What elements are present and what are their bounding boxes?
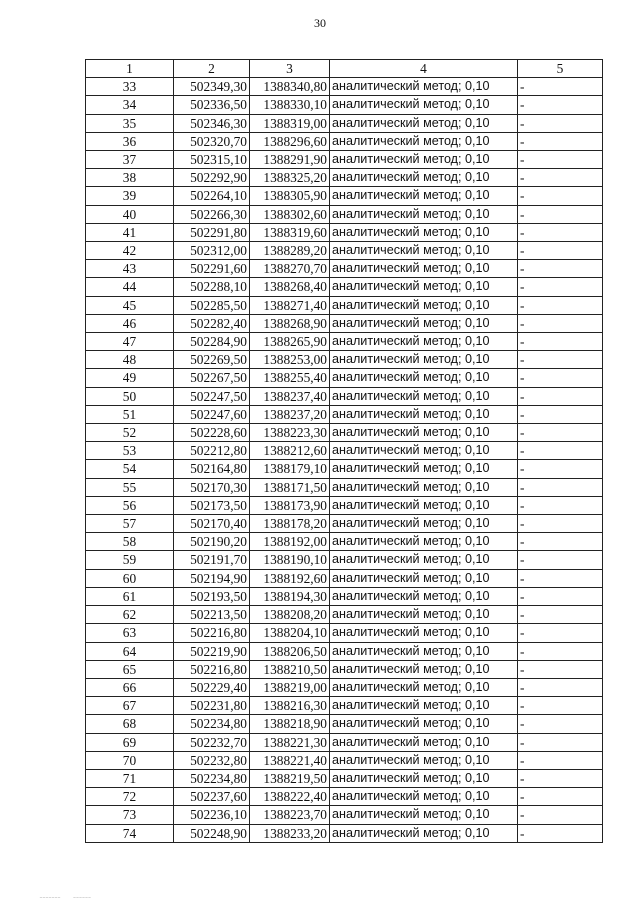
method-cell: аналитический метод; 0,10 <box>330 278 518 296</box>
note-cell: - <box>518 642 603 660</box>
point-number-cell: 39 <box>86 187 174 205</box>
y-coordinate-cell: 1388289,20 <box>250 242 330 260</box>
table-row <box>86 806 603 824</box>
point-number-cell: 42 <box>86 242 174 260</box>
method-cell: аналитический метод; 0,10 <box>330 587 518 605</box>
x-coordinate-cell: 502170,30 <box>174 478 250 496</box>
footer-scan-marks: ‾‾‾‾‾‾‾ ‾‾‾‾‾‾ <box>40 898 92 904</box>
note-cell: - <box>518 78 603 96</box>
method-cell: аналитический метод; 0,10 <box>330 824 518 842</box>
y-coordinate-cell: 1388179,10 <box>250 460 330 478</box>
y-coordinate-cell: 1388221,30 <box>250 733 330 751</box>
point-number-cell: 70 <box>86 751 174 769</box>
table-row <box>86 697 603 715</box>
note-cell: - <box>518 751 603 769</box>
table-row <box>86 606 603 624</box>
table-row <box>86 314 603 332</box>
x-coordinate-cell: 502291,60 <box>174 260 250 278</box>
point-number-cell: 33 <box>86 78 174 96</box>
method-cell: аналитический метод; 0,10 <box>330 242 518 260</box>
x-coordinate-cell: 502315,10 <box>174 151 250 169</box>
table-row <box>86 533 603 551</box>
note-cell: - <box>518 387 603 405</box>
x-coordinate-cell: 502247,50 <box>174 387 250 405</box>
note-cell: - <box>518 515 603 533</box>
point-number-cell: 46 <box>86 314 174 332</box>
y-coordinate-cell: 1388253,00 <box>250 351 330 369</box>
x-coordinate-cell: 502234,80 <box>174 769 250 787</box>
table-row <box>86 587 603 605</box>
point-number-cell: 61 <box>86 587 174 605</box>
table-row <box>86 169 603 187</box>
x-coordinate-cell: 502164,80 <box>174 460 250 478</box>
method-cell: аналитический метод; 0,10 <box>330 697 518 715</box>
note-cell: - <box>518 551 603 569</box>
x-coordinate-cell: 502232,80 <box>174 751 250 769</box>
x-coordinate-cell: 502248,90 <box>174 824 250 842</box>
y-coordinate-cell: 1388204,10 <box>250 624 330 642</box>
method-cell: аналитический метод; 0,10 <box>330 769 518 787</box>
y-coordinate-cell: 1388233,20 <box>250 824 330 842</box>
x-coordinate-cell: 502212,80 <box>174 442 250 460</box>
method-cell: аналитический метод; 0,10 <box>330 496 518 514</box>
x-coordinate-cell: 502216,80 <box>174 660 250 678</box>
point-number-cell: 63 <box>86 624 174 642</box>
note-cell: - <box>518 624 603 642</box>
table-body <box>86 78 603 843</box>
table-row <box>86 460 603 478</box>
y-coordinate-cell: 1388216,30 <box>250 697 330 715</box>
note-cell: - <box>518 187 603 205</box>
note-cell: - <box>518 806 603 824</box>
note-cell: - <box>518 587 603 605</box>
y-coordinate-cell: 1388190,10 <box>250 551 330 569</box>
method-cell: аналитический метод; 0,10 <box>330 424 518 442</box>
column-header-5: 5 <box>518 60 603 78</box>
table-row <box>86 769 603 787</box>
point-number-cell: 47 <box>86 333 174 351</box>
table-row <box>86 642 603 660</box>
x-coordinate-cell: 502267,50 <box>174 369 250 387</box>
note-cell: - <box>518 769 603 787</box>
table-row <box>86 733 603 751</box>
note-cell: - <box>518 496 603 514</box>
y-coordinate-cell: 1388268,40 <box>250 278 330 296</box>
note-cell: - <box>518 132 603 150</box>
method-cell: аналитический метод; 0,10 <box>330 187 518 205</box>
method-cell: аналитический метод; 0,10 <box>330 387 518 405</box>
table-row <box>86 78 603 96</box>
table-row <box>86 260 603 278</box>
x-coordinate-cell: 502193,50 <box>174 587 250 605</box>
note-cell: - <box>518 442 603 460</box>
note-cell: - <box>518 96 603 114</box>
x-coordinate-cell: 502194,90 <box>174 569 250 587</box>
y-coordinate-cell: 1388319,00 <box>250 114 330 132</box>
x-coordinate-cell: 502232,70 <box>174 733 250 751</box>
x-coordinate-cell: 502216,80 <box>174 624 250 642</box>
table-row <box>86 333 603 351</box>
note-cell: - <box>518 114 603 132</box>
table-row <box>86 405 603 423</box>
point-number-cell: 65 <box>86 660 174 678</box>
table-row <box>86 96 603 114</box>
method-cell: аналитический метод; 0,10 <box>330 460 518 478</box>
page-number: 30 <box>314 16 326 30</box>
x-coordinate-cell: 502231,80 <box>174 697 250 715</box>
method-cell: аналитический метод; 0,10 <box>330 551 518 569</box>
x-coordinate-cell: 502191,70 <box>174 551 250 569</box>
x-coordinate-cell: 502285,50 <box>174 296 250 314</box>
y-coordinate-cell: 1388212,60 <box>250 442 330 460</box>
method-cell: аналитический метод; 0,10 <box>330 606 518 624</box>
x-coordinate-cell: 502219,90 <box>174 642 250 660</box>
y-coordinate-cell: 1388340,80 <box>250 78 330 96</box>
point-number-cell: 43 <box>86 260 174 278</box>
note-cell: - <box>518 405 603 423</box>
table-row <box>86 515 603 533</box>
table-row <box>86 296 603 314</box>
y-coordinate-cell: 1388291,90 <box>250 151 330 169</box>
method-cell: аналитический метод; 0,10 <box>330 515 518 533</box>
method-cell: аналитический метод; 0,10 <box>330 132 518 150</box>
method-cell: аналитический метод; 0,10 <box>330 788 518 806</box>
table-row <box>86 660 603 678</box>
method-cell: аналитический метод; 0,10 <box>330 715 518 733</box>
method-cell: аналитический метод; 0,10 <box>330 751 518 769</box>
method-cell: аналитический метод; 0,10 <box>330 806 518 824</box>
note-cell: - <box>518 824 603 842</box>
point-number-cell: 52 <box>86 424 174 442</box>
table-row <box>86 278 603 296</box>
column-header-4: 4 <box>330 60 518 78</box>
x-coordinate-cell: 502237,60 <box>174 788 250 806</box>
method-cell: аналитический метод; 0,10 <box>330 569 518 587</box>
note-cell: - <box>518 151 603 169</box>
table-row <box>86 569 603 587</box>
table-row <box>86 132 603 150</box>
table-row <box>86 551 603 569</box>
method-cell: аналитический метод; 0,10 <box>330 223 518 241</box>
table-header-row <box>86 60 603 78</box>
note-cell: - <box>518 242 603 260</box>
note-cell: - <box>518 205 603 223</box>
table-row <box>86 187 603 205</box>
y-coordinate-cell: 1388210,50 <box>250 660 330 678</box>
method-cell: аналитический метод; 0,10 <box>330 533 518 551</box>
x-coordinate-cell: 502247,60 <box>174 405 250 423</box>
y-coordinate-cell: 1388265,90 <box>250 333 330 351</box>
x-coordinate-cell: 502312,00 <box>174 242 250 260</box>
point-number-cell: 62 <box>86 606 174 624</box>
point-number-cell: 56 <box>86 496 174 514</box>
method-cell: аналитический метод; 0,10 <box>330 169 518 187</box>
column-header-3: 3 <box>250 60 330 78</box>
column-header-2: 2 <box>174 60 250 78</box>
note-cell: - <box>518 678 603 696</box>
y-coordinate-cell: 1388330,10 <box>250 96 330 114</box>
method-cell: аналитический метод; 0,10 <box>330 369 518 387</box>
point-number-cell: 60 <box>86 569 174 587</box>
note-cell: - <box>518 223 603 241</box>
point-number-cell: 74 <box>86 824 174 842</box>
coordinates-table <box>85 59 603 843</box>
point-number-cell: 45 <box>86 296 174 314</box>
x-coordinate-cell: 502173,50 <box>174 496 250 514</box>
point-number-cell: 69 <box>86 733 174 751</box>
table-row <box>86 424 603 442</box>
x-coordinate-cell: 502190,20 <box>174 533 250 551</box>
table-row <box>86 205 603 223</box>
table-row <box>86 751 603 769</box>
column-header-1: 1 <box>86 60 174 78</box>
table-row <box>86 478 603 496</box>
table-row <box>86 824 603 842</box>
method-cell: аналитический метод; 0,10 <box>330 678 518 696</box>
note-cell: - <box>518 533 603 551</box>
y-coordinate-cell: 1388173,90 <box>250 496 330 514</box>
x-coordinate-cell: 502236,10 <box>174 806 250 824</box>
point-number-cell: 58 <box>86 533 174 551</box>
table-row <box>86 151 603 169</box>
method-cell: аналитический метод; 0,10 <box>330 642 518 660</box>
note-cell: - <box>518 697 603 715</box>
table-row <box>86 715 603 733</box>
table-row <box>86 114 603 132</box>
y-coordinate-cell: 1388237,40 <box>250 387 330 405</box>
x-coordinate-cell: 502264,10 <box>174 187 250 205</box>
table-row <box>86 496 603 514</box>
x-coordinate-cell: 502228,60 <box>174 424 250 442</box>
method-cell: аналитический метод; 0,10 <box>330 333 518 351</box>
y-coordinate-cell: 1388221,40 <box>250 751 330 769</box>
method-cell: аналитический метод; 0,10 <box>330 96 518 114</box>
table-row <box>86 369 603 387</box>
method-cell: аналитический метод; 0,10 <box>330 260 518 278</box>
y-coordinate-cell: 1388271,40 <box>250 296 330 314</box>
note-cell: - <box>518 296 603 314</box>
note-cell: - <box>518 478 603 496</box>
x-coordinate-cell: 502282,40 <box>174 314 250 332</box>
point-number-cell: 71 <box>86 769 174 787</box>
note-cell: - <box>518 460 603 478</box>
y-coordinate-cell: 1388192,00 <box>250 533 330 551</box>
table-row <box>86 387 603 405</box>
point-number-cell: 50 <box>86 387 174 405</box>
point-number-cell: 44 <box>86 278 174 296</box>
note-cell: - <box>518 169 603 187</box>
point-number-cell: 68 <box>86 715 174 733</box>
y-coordinate-cell: 1388268,90 <box>250 314 330 332</box>
note-cell: - <box>518 606 603 624</box>
method-cell: аналитический метод; 0,10 <box>330 205 518 223</box>
x-coordinate-cell: 502269,50 <box>174 351 250 369</box>
x-coordinate-cell: 502292,90 <box>174 169 250 187</box>
x-coordinate-cell: 502291,80 <box>174 223 250 241</box>
method-cell: аналитический метод; 0,10 <box>330 624 518 642</box>
x-coordinate-cell: 502170,40 <box>174 515 250 533</box>
x-coordinate-cell: 502320,70 <box>174 132 250 150</box>
note-cell: - <box>518 351 603 369</box>
y-coordinate-cell: 1388319,60 <box>250 223 330 241</box>
y-coordinate-cell: 1388219,00 <box>250 678 330 696</box>
point-number-cell: 72 <box>86 788 174 806</box>
point-number-cell: 49 <box>86 369 174 387</box>
method-cell: аналитический метод; 0,10 <box>330 78 518 96</box>
point-number-cell: 53 <box>86 442 174 460</box>
point-number-cell: 67 <box>86 697 174 715</box>
y-coordinate-cell: 1388305,90 <box>250 187 330 205</box>
y-coordinate-cell: 1388218,90 <box>250 715 330 733</box>
table-row <box>86 788 603 806</box>
method-cell: аналитический метод; 0,10 <box>330 478 518 496</box>
note-cell: - <box>518 733 603 751</box>
x-coordinate-cell: 502349,30 <box>174 78 250 96</box>
table-row <box>86 678 603 696</box>
method-cell: аналитический метод; 0,10 <box>330 351 518 369</box>
method-cell: аналитический метод; 0,10 <box>330 151 518 169</box>
y-coordinate-cell: 1388296,60 <box>250 132 330 150</box>
x-coordinate-cell: 502234,80 <box>174 715 250 733</box>
x-coordinate-cell: 502288,10 <box>174 278 250 296</box>
note-cell: - <box>518 278 603 296</box>
note-cell: - <box>518 260 603 278</box>
note-cell: - <box>518 333 603 351</box>
point-number-cell: 34 <box>86 96 174 114</box>
method-cell: аналитический метод; 0,10 <box>330 114 518 132</box>
point-number-cell: 35 <box>86 114 174 132</box>
point-number-cell: 64 <box>86 642 174 660</box>
x-coordinate-cell: 502213,50 <box>174 606 250 624</box>
table-row <box>86 223 603 241</box>
y-coordinate-cell: 1388208,20 <box>250 606 330 624</box>
y-coordinate-cell: 1388206,50 <box>250 642 330 660</box>
y-coordinate-cell: 1388237,20 <box>250 405 330 423</box>
table-row <box>86 242 603 260</box>
y-coordinate-cell: 1388194,30 <box>250 587 330 605</box>
x-coordinate-cell: 502284,90 <box>174 333 250 351</box>
point-number-cell: 37 <box>86 151 174 169</box>
method-cell: аналитический метод; 0,10 <box>330 405 518 423</box>
method-cell: аналитический метод; 0,10 <box>330 296 518 314</box>
note-cell: - <box>518 569 603 587</box>
y-coordinate-cell: 1388171,50 <box>250 478 330 496</box>
point-number-cell: 40 <box>86 205 174 223</box>
x-coordinate-cell: 502229,40 <box>174 678 250 696</box>
note-cell: - <box>518 660 603 678</box>
note-cell: - <box>518 788 603 806</box>
method-cell: аналитический метод; 0,10 <box>330 660 518 678</box>
y-coordinate-cell: 1388302,60 <box>250 205 330 223</box>
y-coordinate-cell: 1388270,70 <box>250 260 330 278</box>
y-coordinate-cell: 1388325,20 <box>250 169 330 187</box>
y-coordinate-cell: 1388222,40 <box>250 788 330 806</box>
y-coordinate-cell: 1388223,30 <box>250 424 330 442</box>
x-coordinate-cell: 502336,50 <box>174 96 250 114</box>
y-coordinate-cell: 1388178,20 <box>250 515 330 533</box>
point-number-cell: 36 <box>86 132 174 150</box>
method-cell: аналитический метод; 0,10 <box>330 314 518 332</box>
point-number-cell: 59 <box>86 551 174 569</box>
point-number-cell: 51 <box>86 405 174 423</box>
point-number-cell: 54 <box>86 460 174 478</box>
point-number-cell: 55 <box>86 478 174 496</box>
y-coordinate-cell: 1388255,40 <box>250 369 330 387</box>
point-number-cell: 48 <box>86 351 174 369</box>
table-row <box>86 351 603 369</box>
method-cell: аналитический метод; 0,10 <box>330 733 518 751</box>
x-coordinate-cell: 502266,30 <box>174 205 250 223</box>
note-cell: - <box>518 314 603 332</box>
point-number-cell: 73 <box>86 806 174 824</box>
note-cell: - <box>518 715 603 733</box>
point-number-cell: 41 <box>86 223 174 241</box>
y-coordinate-cell: 1388192,60 <box>250 569 330 587</box>
y-coordinate-cell: 1388223,70 <box>250 806 330 824</box>
point-number-cell: 38 <box>86 169 174 187</box>
table-row <box>86 624 603 642</box>
table-row <box>86 442 603 460</box>
note-cell: - <box>518 369 603 387</box>
note-cell: - <box>518 424 603 442</box>
point-number-cell: 57 <box>86 515 174 533</box>
x-coordinate-cell: 502346,30 <box>174 114 250 132</box>
y-coordinate-cell: 1388219,50 <box>250 769 330 787</box>
point-number-cell: 66 <box>86 678 174 696</box>
method-cell: аналитический метод; 0,10 <box>330 442 518 460</box>
